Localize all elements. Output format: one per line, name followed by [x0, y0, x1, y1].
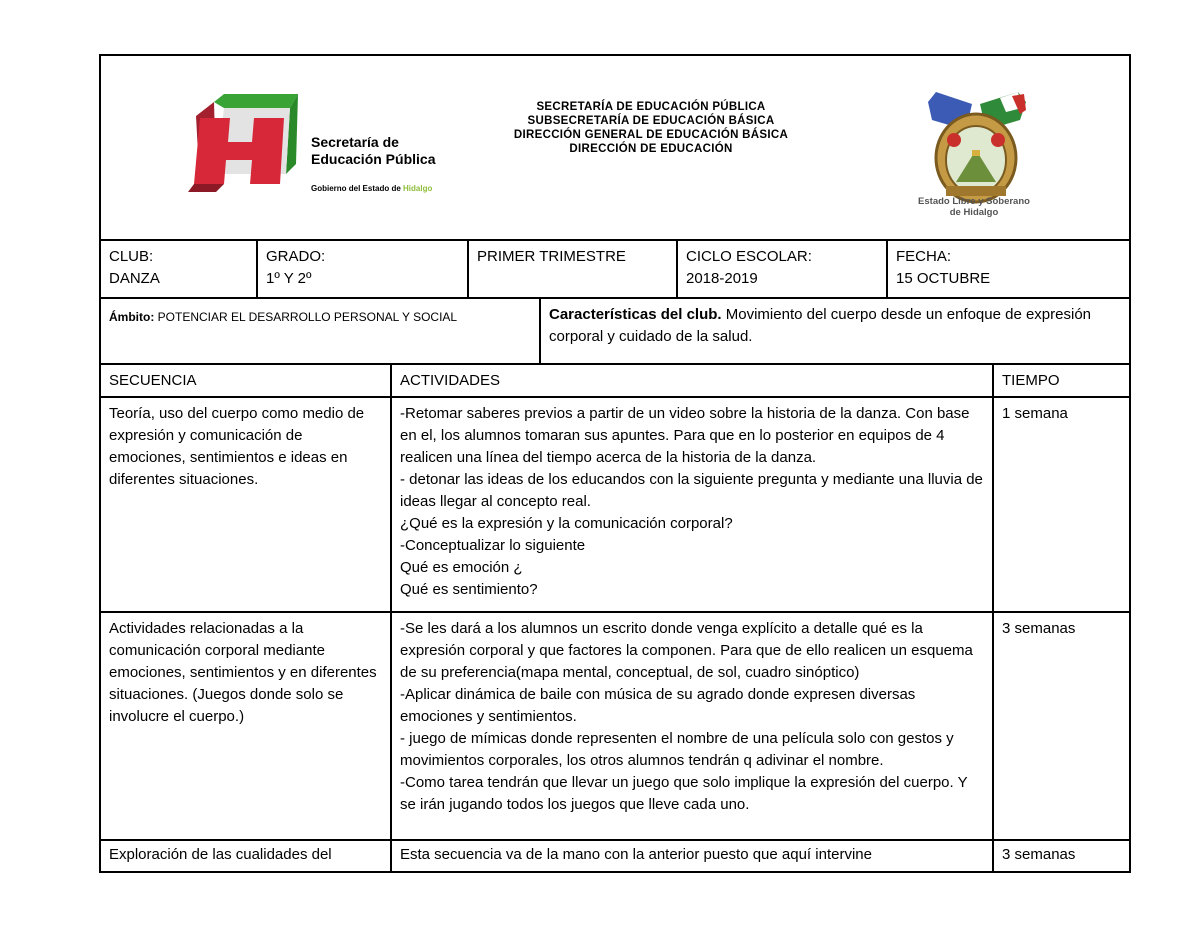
col-tiempo: TIEMPO [992, 365, 1129, 396]
ambito-label: Ámbito: [109, 310, 155, 324]
gobierno-state: Hidalgo [403, 184, 433, 193]
planning-document [99, 54, 1131, 873]
caracteristicas-cell [539, 299, 1129, 363]
fecha-cell [886, 241, 1129, 297]
heading-line-3: DIRECCIÓN GENERAL DE EDUCACIÓN BÁSICA [513, 129, 789, 141]
fecha-label: FECHA: [896, 248, 952, 265]
ciclo-cell [676, 241, 886, 297]
heading-line-2: SUBSECRETARÍA DE EDUCACIÓN BÁSICA [527, 115, 775, 127]
sep-name-line2: Educación Pública [311, 151, 436, 167]
info-row [101, 241, 1129, 299]
heading-line-4: DIRECCIÓN DE EDUCACIÓN [569, 143, 733, 155]
ambito-row [101, 299, 1129, 365]
col-actividades: ACTIVIDADES [390, 365, 992, 396]
heading-line-1: SECRETARÍA DE EDUCACIÓN PÚBLICA [536, 101, 766, 113]
gobierno-line [311, 184, 435, 193]
tiempo-cell: 1 semana [992, 398, 1129, 611]
sep-logo-text [311, 134, 435, 193]
ciclo-value: 2018-2019 [686, 270, 758, 287]
table-row [101, 613, 1129, 841]
seal-caption [909, 196, 1039, 218]
caracteristicas-label: Características del club. [549, 306, 722, 323]
table-row [101, 398, 1129, 613]
seal-caption-1: Estado Libre y Soberano [918, 196, 1030, 207]
tiempo-cell: 3 semanas [992, 841, 1129, 871]
table-row [101, 841, 1129, 871]
institution-heading [431, 100, 871, 156]
ambito-cell [101, 299, 539, 363]
grado-value: 1º Y 2º [266, 270, 312, 287]
trimestre-cell [467, 241, 676, 297]
sep-name-line1: Secretaría de [311, 134, 399, 150]
fecha-value: 15 OCTUBRE [896, 270, 991, 287]
secuencia-cell: Actividades relacionadas a la comunicación corporal mediante emociones, sentimientos y en diferentes situaciones. (Juegos donde solo se involucre el cuerpo.) [109, 620, 377, 725]
grado-label: GRADO: [266, 248, 326, 265]
secuencia-cell: Exploración de las cualidades del [109, 846, 332, 863]
actividades-cell: Esta secuencia va de la mano con la anterior puesto que aquí intervine [390, 841, 992, 871]
gobierno-prefix: Gobierno del Estado de [311, 184, 401, 193]
club-value: DANZA [109, 270, 160, 287]
h-logo-icon [186, 94, 306, 194]
table-header-row [101, 365, 1129, 398]
actividades-cell: -Se les dará a los alumnos un escrito donde venga explícito a detalle qué es la expresión corporal y que factores la componen. Para que de ello realicen un esquema de su preferencia(mapa mental, conceptual, de sol, cuadro sinóptico) -Aplicar dinámica de baile con música de su agrado donde expresen diversas emociones y sentimientos. - juego de mímicas donde representen el nombre de una película solo con gestos y movimientos corporales, los otros alumnos tendrán q adivinar el nombre. -Como tarea tendrán que llevar un juego que solo implique la expresión del cuerpo. Y se irán jugando todos los juegos que lleve cada uno. [390, 613, 992, 839]
secuencia-cell: Teoría, uso del cuerpo como medio de expresión y comunicación de emociones, sentimientos e ideas en diferentes situaciones. [109, 405, 365, 488]
actividades-cell: -Retomar saberes previos a partir de un video sobre la historia de la danza. Con base en el, los alumnos tomaran sus apuntes. Para que en lo posterior en equipos de 4 realicen una línea del tiempo acerca de la historia de la danza. - detonar las ideas de los educandos con la siguiente pregunta y mediante una lluvia de ideas llegar al concepto real. ¿Qué es la expresión y la comunicación corporal? -Conceptualizar lo siguiente Qué es emoción ¿ Qué es sentimiento? [390, 398, 992, 611]
seal-caption-2: de Hidalgo [949, 207, 999, 218]
trimestre-label: PRIMER TRIMESTRE [477, 248, 626, 265]
sep-hidalgo-logo [186, 92, 456, 202]
ambito-value: POTENCIAR EL DESARROLLO PERSONAL Y SOCIAL [154, 310, 458, 324]
club-cell [101, 241, 256, 297]
col-secuencia: SECUENCIA [109, 372, 197, 389]
club-label: CLUB: [109, 248, 154, 265]
tiempo-cell: 3 semanas [992, 613, 1129, 839]
caracteristicas-value: Movimiento del cuerpo desde un enfoque de expresión corporal y cuidado de la salud. [549, 306, 1092, 345]
grado-cell [256, 241, 467, 297]
ciclo-label: CICLO ESCOLAR: [686, 248, 812, 265]
document-header [101, 56, 1129, 241]
